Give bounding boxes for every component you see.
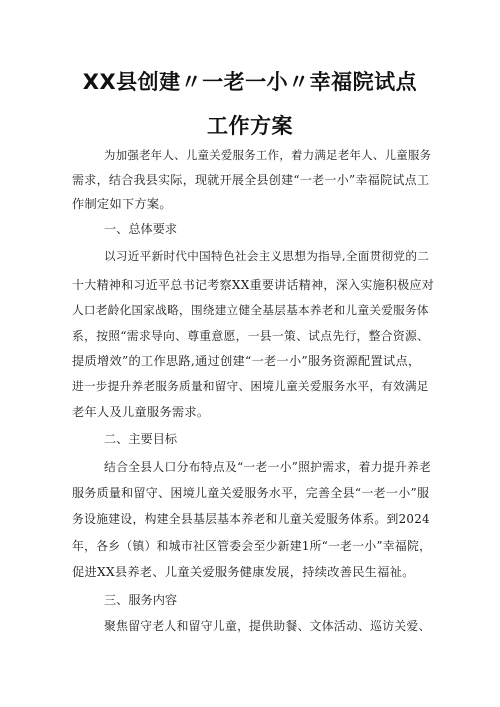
body-line: 服务质量和留守、困境儿童关爱服务水平，完善全县“一老一小”服 (72, 486, 430, 500)
intro-line: 为加强老年人、儿童关爱服务工作，着力满足老年人、儿童服务 (104, 148, 432, 162)
body-line: 人口老龄化国家战略，围绕建立健全基层基本养老和儿童关爱服务体 (72, 303, 429, 317)
body-line: 聚焦留守老人和留守儿童，提供助餐、文体活动、巡访关爱、 (104, 619, 431, 633)
body-line: 提质增效”的工作思路,通过创建“一老一小”服务资源配置试点， (72, 354, 421, 368)
section-heading: 二、主要目标 (104, 432, 178, 446)
document-title-line-1: XX县创建〃一老一小〃幸福院试点 (82, 70, 418, 94)
document-title-line-2: 工作方案 (207, 114, 293, 138)
body-line: 务设施建设，构建全县基层基本养老和儿童关爱服务体系。到2024 (72, 512, 430, 526)
body-line: 进一步提升养老服务质量和留守、困境儿童关爱服务水平，有效满足 (72, 379, 429, 393)
body-line: 十大精神和习近平总书记考察XX重要讲话精神，深入实施积极应对 (72, 278, 435, 292)
intro-line: 作制定如下方案。 (72, 197, 172, 211)
body-line: 促进XX县养老、儿童关爱服务健康发展，持续改善民生福祉。 (72, 565, 415, 579)
body-line: 系，按照“需求导向、尊重意愿，一县一策、试点先行，整合资源、 (72, 329, 430, 343)
body-line: 结合全县人口分布特点及“一老一小”照护需求，着力提升养老 (104, 460, 432, 474)
body-line: 以习近平新时代中国特色社会主义思想为指导,全面贯彻党的二 (104, 249, 430, 263)
intro-line: 需求，结合我县实际，现就开展全县创建“一老一小”幸福院试点工 (72, 173, 430, 187)
section-heading: 一、总体要求 (104, 222, 178, 236)
body-line: 老年人及儿童服务需求。 (72, 405, 210, 419)
section-heading: 三、服务内容 (104, 593, 178, 607)
body-line: 年，各乡（镇）和城市社区管委会至少新建1所“一老一小”幸福院， (72, 539, 432, 553)
